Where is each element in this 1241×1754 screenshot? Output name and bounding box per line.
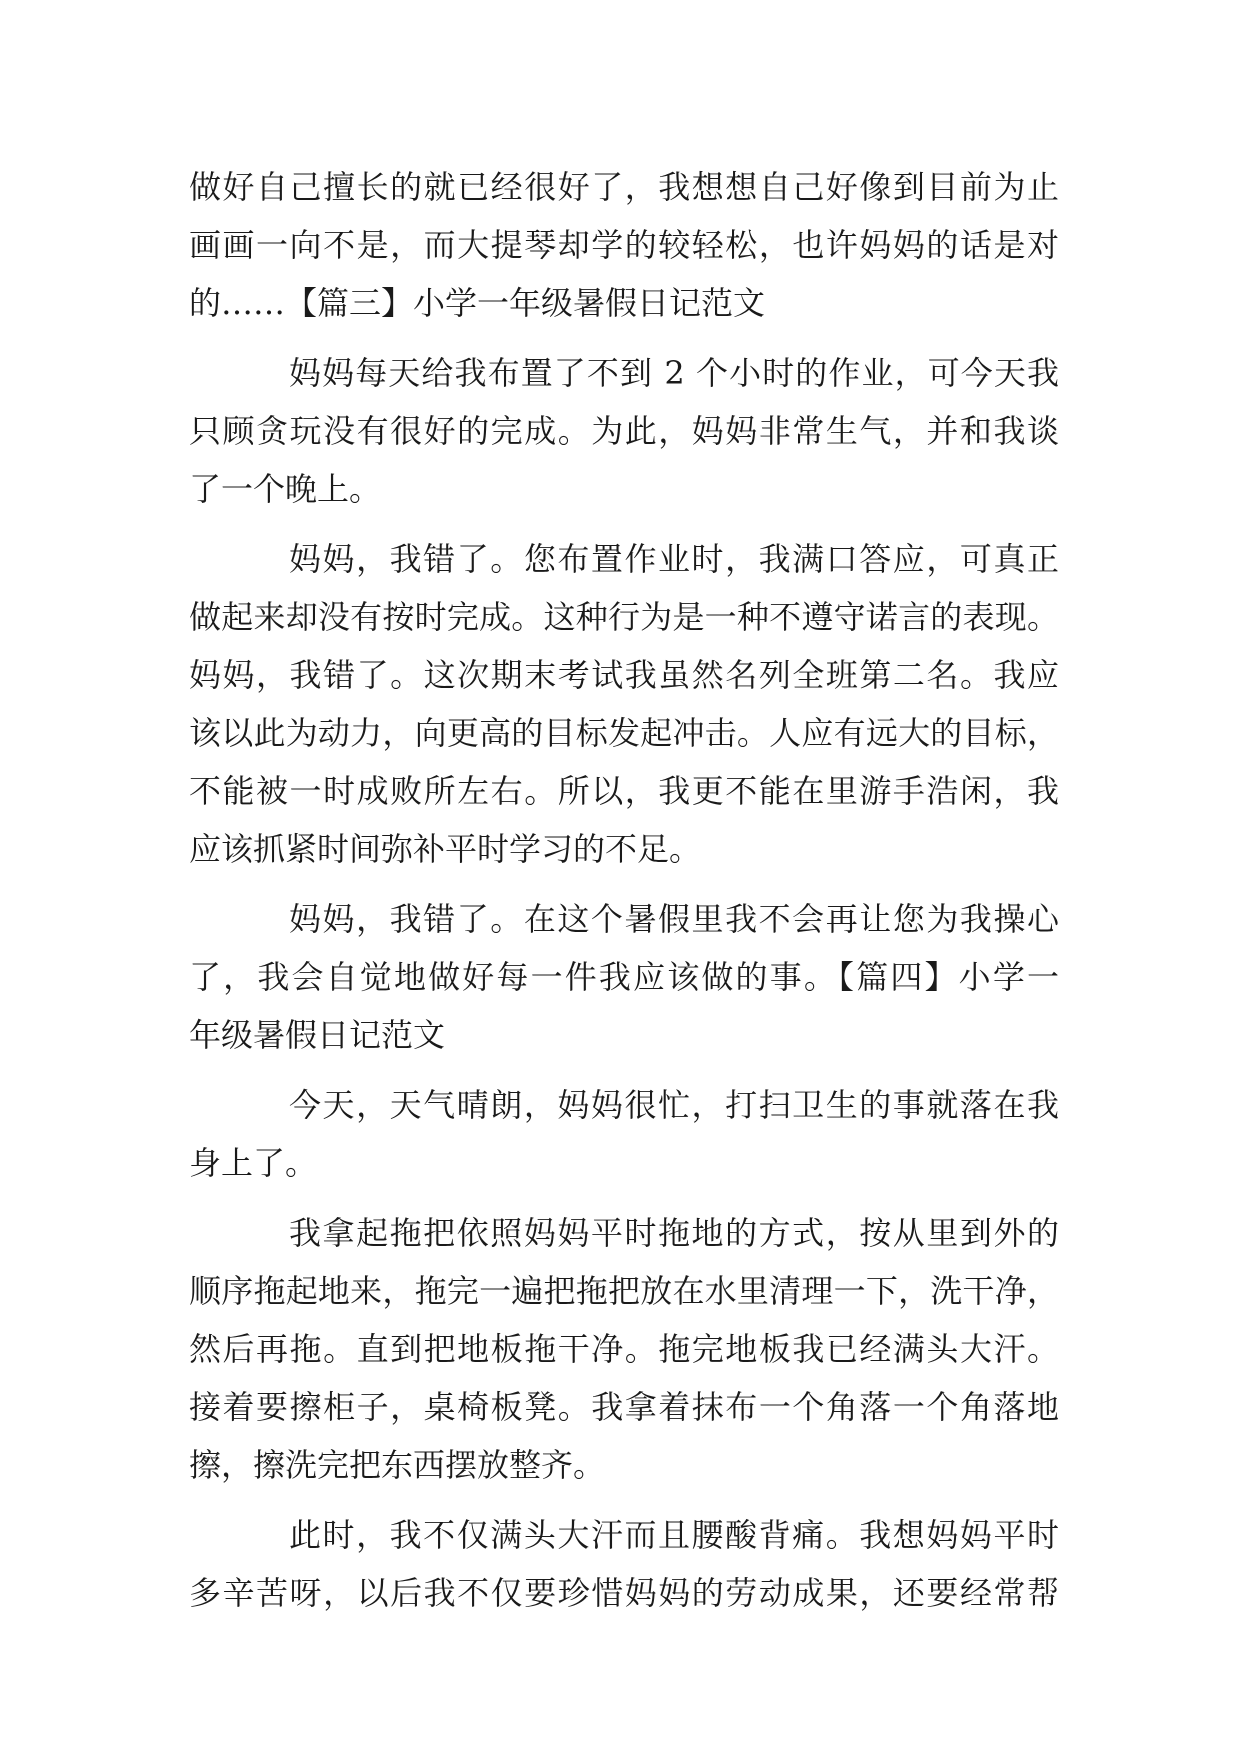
text-line: 年级暑假日记范文 bbox=[189, 1016, 446, 1054]
text-line: 做好自己擅长的就已经很好了，我想想自己好像到目前为止 bbox=[189, 168, 1059, 206]
text-line: 然后再拖。直到把地板拖干净。拖完地板我已经满头大汗。 bbox=[189, 1330, 1059, 1368]
text-line: 我拿起拖把依照妈妈平时拖地的方式，按从里到外的 bbox=[289, 1214, 1059, 1252]
paragraph bbox=[189, 890, 1059, 1064]
paragraph bbox=[189, 1506, 1059, 1622]
paragraph bbox=[189, 1204, 1059, 1494]
document-body bbox=[189, 158, 1059, 1622]
text-line: 做起来却没有按时完成。这种行为是一种不遵守诺言的表现。 bbox=[189, 598, 1059, 636]
text-line: 多辛苦呀，以后我不仅要珍惜妈妈的劳动成果，还要经常帮 bbox=[189, 1574, 1059, 1612]
text-line: 接着要擦柜子，桌椅板凳。我拿着抹布一个角落一个角落地 bbox=[189, 1388, 1059, 1426]
text-line: 只顾贪玩没有很好的完成。为此，妈妈非常生气，并和我谈 bbox=[189, 412, 1059, 450]
text-line: 妈妈，我错了。这次期末考试我虽然名列全班第二名。我应 bbox=[189, 656, 1059, 694]
text-line: 画画一向不是，而大提琴却学的较轻松，也许妈妈的话是对 bbox=[189, 226, 1059, 264]
paragraph bbox=[189, 530, 1059, 878]
text-line: 了一个晚上。 bbox=[189, 470, 382, 508]
text-line: 了，我会自觉地做好每一件我应该做的事。【篇四】小学一 bbox=[189, 958, 1059, 996]
text-line: 此时，我不仅满头大汗而且腰酸背痛。我想妈妈平时 bbox=[289, 1516, 1059, 1554]
paragraph bbox=[189, 158, 1059, 332]
text-line: 妈妈，我错了。您布置作业时，我满口答应，可真正 bbox=[289, 540, 1059, 578]
text-line: 的……【篇三】小学一年级暑假日记范文 bbox=[189, 284, 766, 322]
paragraph bbox=[189, 1076, 1059, 1192]
text-line: 顺序拖起地来，拖完一遍把拖把放在水里清理一下，洗干净， bbox=[189, 1272, 1059, 1310]
text-line: 应该抓紧时间弥补平时学习的不足。 bbox=[189, 830, 702, 868]
text-line: 擦，擦洗完把东西摆放整齐。 bbox=[189, 1446, 606, 1484]
text-line: 妈妈，我错了。在这个暑假里我不会再让您为我操心 bbox=[289, 900, 1059, 938]
text-line: 今天，天气晴朗，妈妈很忙，打扫卫生的事就落在我 bbox=[289, 1086, 1059, 1124]
text-line: 妈妈每天给我布置了不到 2 个小时的作业，可今天我 bbox=[289, 354, 1059, 392]
paragraph bbox=[189, 344, 1059, 518]
text-line: 不能被一时成败所左右。所以，我更不能在里游手浩闲，我 bbox=[189, 772, 1059, 810]
text-line: 身上了。 bbox=[189, 1144, 318, 1182]
text-line: 该以此为动力，向更高的目标发起冲击。人应有远大的目标， bbox=[189, 714, 1059, 752]
